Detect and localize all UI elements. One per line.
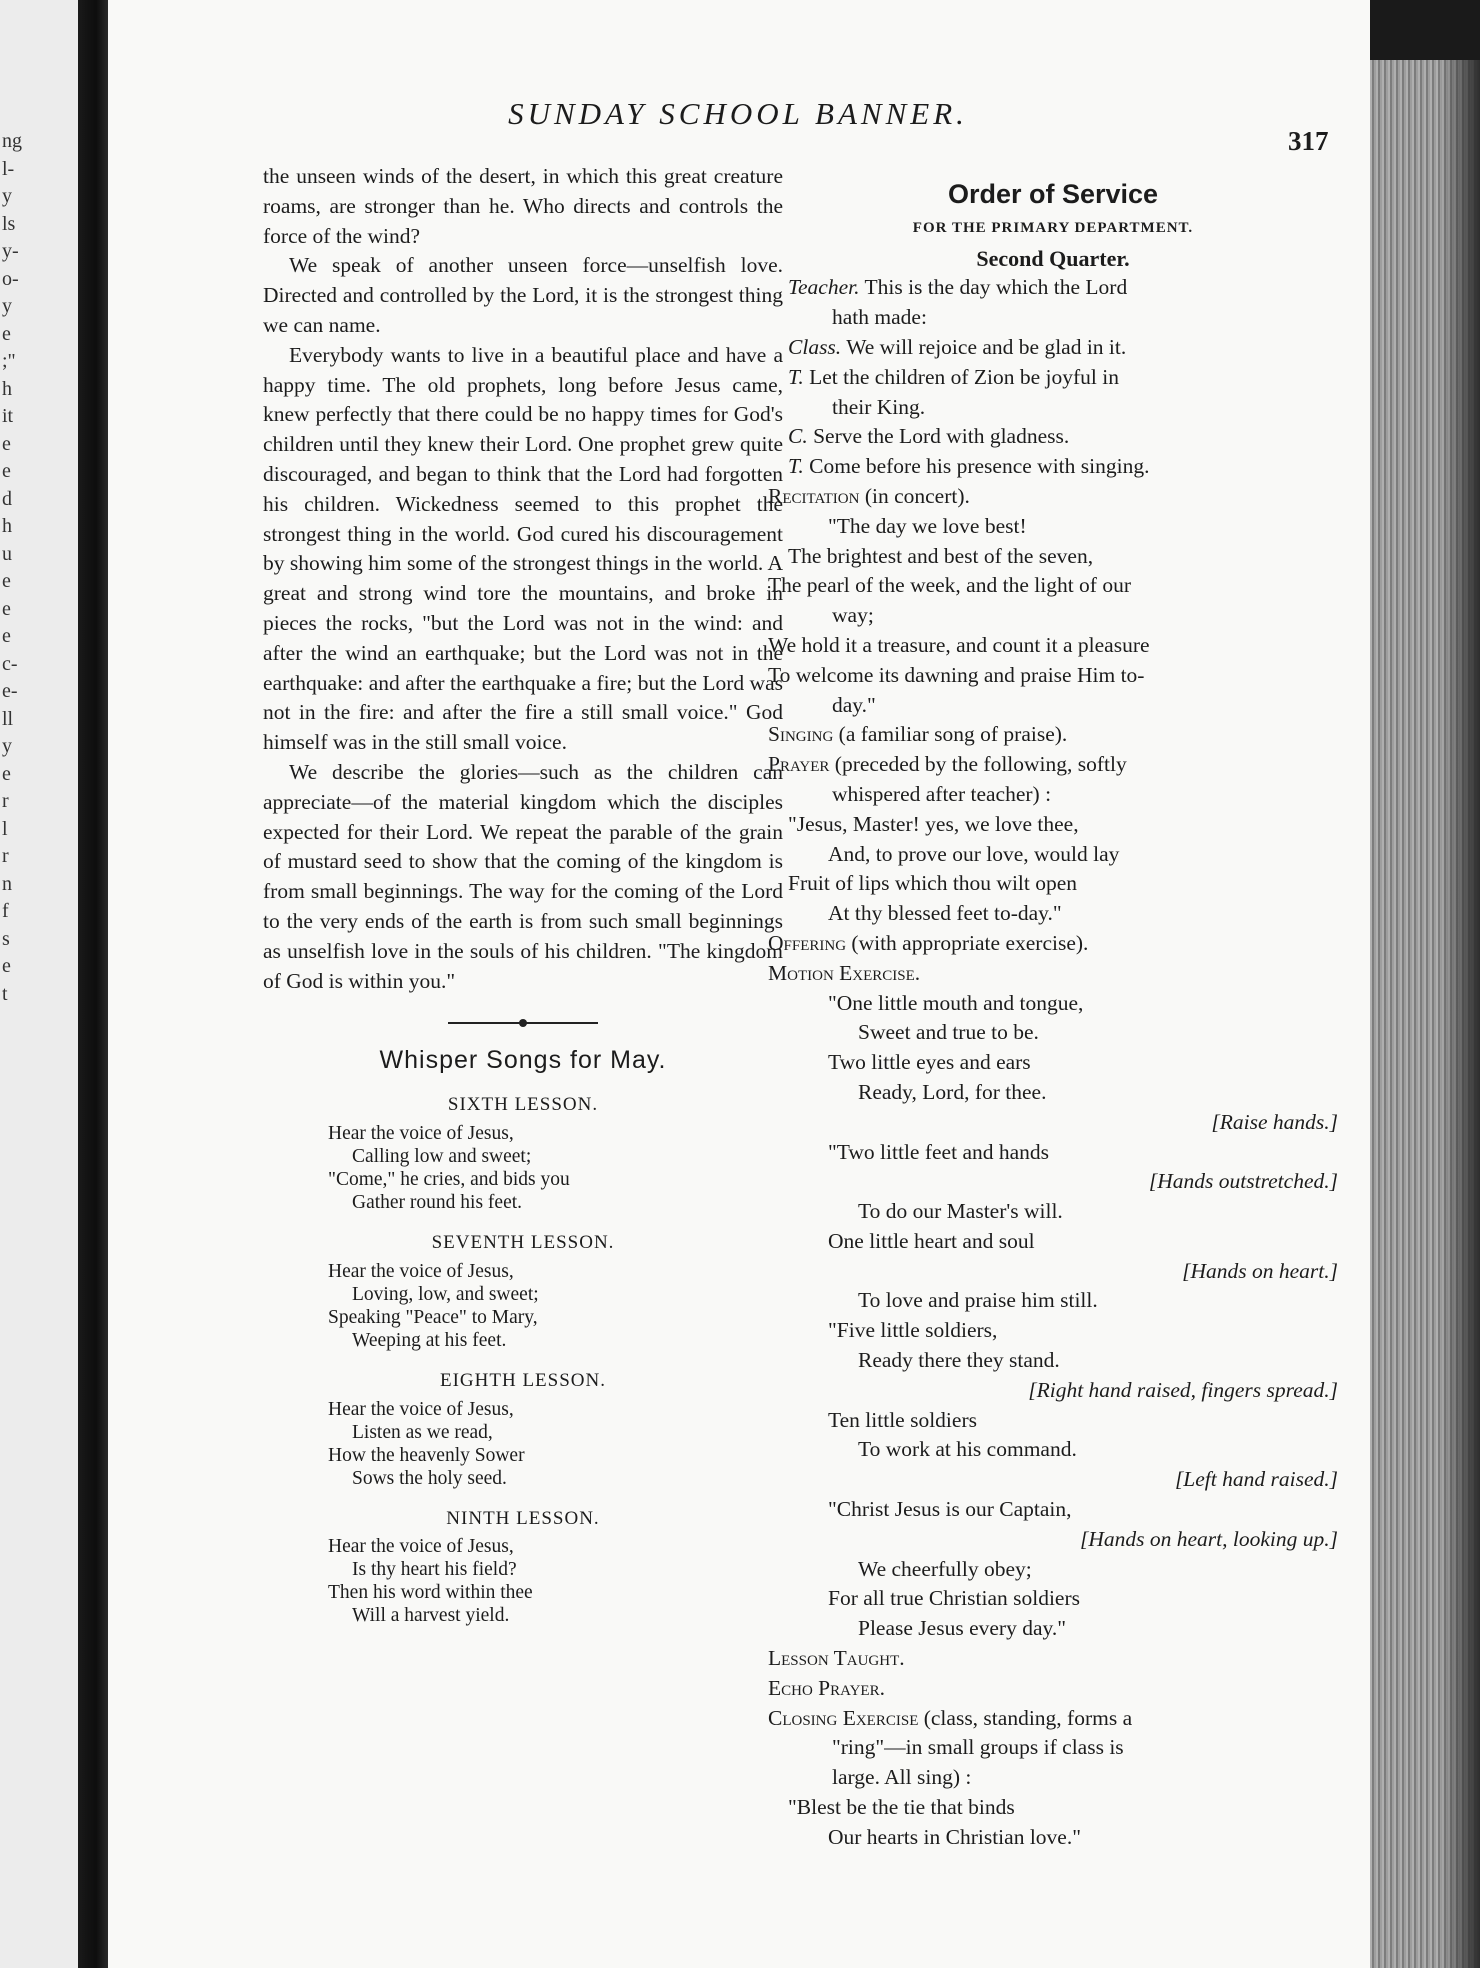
poem-line: Sows the holy seed. (352, 1467, 507, 1489)
page-number: 317 (1288, 126, 1329, 156)
facing-page-text-fragment: ng (2, 130, 22, 152)
responsive-text: This is the day which the Lord (864, 275, 1128, 300)
recitation-heading (768, 482, 1338, 512)
prayer-line: At thy blessed feet to-day." (828, 901, 1062, 926)
facing-page-text-fragment: it (2, 405, 14, 427)
poem-line: Calling low and sweet; (352, 1145, 532, 1167)
paragraph: We speak of another unseen force—unselfish love. Directed and controlled by the Lord, it is the strongest thing we can name. (263, 253, 783, 337)
facing-page-text-fragment: t (2, 982, 8, 1005)
whisper-songs-title: Whisper Songs for May. (379, 1046, 667, 1075)
responsive-line (768, 333, 1338, 363)
motion-line: "Two little feet and hands (828, 1139, 1050, 1164)
paragraph: Everybody wants to live in a beautiful place and have a happy time. The old prophets, long before Jesus came, knew perfectly that there could be no happy times for God's children until they knew their Lord. One prophet grew quite discouraged, and began to think that the Lord had forgotten his children. Wickedness seemed to this prophet the strongest thing in the world. God cured his discouragement by showing him some of the strongest things in the world. A great and strong wind tore the mountains, and broke in pieces the rocks, "but the Lord was not in the wind: and after the wind an earthquake; but the Lord was not in the earthquake: and after the earthquake a fire; but the Lord was not in the fire: and after the fire a still small voice." God himself was in the still small voice. (263, 342, 783, 755)
facing-page-text-fragment: r (2, 845, 9, 867)
left-column (263, 162, 783, 1627)
lesson-taught-heading: Lesson Taught. (768, 1646, 905, 1671)
speaker-label: Class. (788, 334, 842, 359)
poem-line: Listen as we read, (352, 1421, 493, 1443)
poem-line: Hear the voice of Jesus, (328, 1536, 514, 1558)
page (108, 0, 1370, 1968)
facing-page-text-fragment: y (2, 735, 12, 757)
section-note: "ring"—in small groups if class is (832, 1735, 1124, 1760)
facing-page-text-fragment: s (2, 927, 10, 950)
prayer-line: And, to prove our love, would lay (828, 841, 1120, 866)
poem-line: Weeping at his feet. (352, 1329, 507, 1351)
motion-line: Ready, Lord, for thee. (858, 1079, 1047, 1104)
recitation-line: The brightest and best of the seven, (788, 543, 1094, 568)
section-label: Closing Exercise (768, 1705, 919, 1730)
section-note: (a familiar song of praise). (838, 722, 1068, 747)
responsive-continuation: hath made: (832, 305, 927, 330)
motion-line: Please Jesus every day." (858, 1616, 1066, 1641)
speaker-label: Teacher. (788, 275, 860, 300)
recitation-line: day." (832, 692, 876, 717)
stage-direction: [Left hand raised.] (1174, 1467, 1338, 1492)
recitation-line: way; (832, 603, 874, 628)
motion-line: For all true Christian soldiers (828, 1586, 1080, 1611)
facing-page-text-fragment: y (2, 295, 12, 317)
stage-direction: [Hands on heart, looking up.] (1080, 1526, 1338, 1551)
closing-hymn-line: Our hearts in Christian love." (828, 1824, 1081, 1849)
poem-line: Hear the voice of Jesus, (328, 1122, 514, 1144)
responsive-line (768, 273, 1338, 303)
poem-line: Loving, low, and sweet; (352, 1283, 539, 1305)
responsive-text: Come before his presence with singing. (809, 454, 1150, 479)
lesson-poem (328, 1122, 783, 1214)
responsive-text: Serve the Lord with gladness. (813, 424, 1070, 449)
facing-page-text-fragment: ls (2, 212, 16, 235)
stage-direction: [Hands on heart.] (1182, 1258, 1338, 1283)
section-note: (with appropriate exercise). (851, 930, 1089, 955)
facing-page-text-fragment: n (2, 872, 12, 895)
right-column (768, 180, 1338, 1853)
motion-line: One little heart and soul (828, 1228, 1035, 1253)
facing-page-text-fragment: e (2, 460, 11, 482)
poem-line: Hear the voice of Jesus, (328, 1260, 514, 1282)
paragraph: We describe the glories—such as the children can appreciate—of the material kingdom which the disciples expected for their Lord. We repeat the parable of the grain of mustard seed to show that the coming of the kingdom is from small beginnings. The way for the coming of the Lord to the very ends of the earth is from such small beginnings as unselfish love in the souls of his children. "The kingdom of God is within you." (263, 759, 783, 993)
echo-prayer-heading: Echo Prayer. (768, 1675, 885, 1700)
responsive-line (768, 452, 1338, 482)
poem-line: Then his word within thee (328, 1582, 533, 1604)
section-note: large. All sing) : (832, 1765, 972, 1790)
section-label: Offering (768, 930, 847, 955)
recitation-line: "The day we love best! (828, 513, 1027, 538)
quarter-heading: Second Quarter. (976, 245, 1130, 271)
motion-line: "Christ Jesus is our Captain, (828, 1497, 1072, 1522)
facing-page-text-fragment: ll (2, 707, 14, 730)
motion-line: "Five little soldiers, (828, 1318, 998, 1343)
facing-page-edge (0, 0, 78, 1968)
prayer-line: "Jesus, Master! yes, we love thee, (788, 811, 1079, 836)
speaker-label: T. (788, 454, 804, 479)
lesson-heading: SIXTH LESSON. (447, 1094, 599, 1116)
facing-page-text-fragment: o- (2, 267, 19, 290)
running-head: SUNDAY SCHOOL BANNER. (508, 96, 968, 131)
facing-page-text-fragment: d (2, 487, 12, 510)
section-label: Recitation (768, 483, 860, 508)
closing-exercise-heading (768, 1704, 1338, 1734)
facing-page-text-fragment: e (2, 570, 11, 592)
lesson-poem (328, 1260, 783, 1352)
responsive-line (768, 422, 1338, 452)
facing-page-text-fragment: e (2, 432, 11, 455)
facing-page-text-fragment: y- (2, 240, 19, 262)
facing-page-text-fragment: e- (2, 680, 18, 702)
lesson-poem (328, 1398, 783, 1490)
facing-page-text-fragment: h (2, 515, 12, 537)
prayer-line: Fruit of lips which thou wilt open (788, 871, 1078, 896)
whisper-lessons (263, 1090, 783, 1627)
poem-line: Hear the voice of Jesus, (328, 1398, 514, 1420)
motion-line: Two little eyes and ears (828, 1050, 1031, 1075)
facing-page-text-fragment: l- (2, 157, 15, 180)
prayer-heading (768, 750, 1338, 780)
singing-heading (768, 720, 1338, 750)
motion-line: "One little mouth and tongue, (828, 990, 1084, 1015)
facing-page-text-fragment: ;" (2, 350, 16, 372)
facing-page-text-fragment: l (2, 817, 8, 840)
motion-exercise-heading: Motion Exercise. (768, 960, 921, 985)
section-note: whispered after teacher) : (832, 781, 1052, 806)
poem-line: "Come," he cries, and bids you (328, 1168, 570, 1190)
offering-heading (768, 929, 1338, 959)
lesson-poem (328, 1535, 783, 1627)
responsive-text: We will rejoice and be glad in it. (846, 334, 1127, 359)
poem-line: Gather round his feet. (352, 1191, 523, 1213)
motion-line: Sweet and true to be. (858, 1020, 1039, 1045)
poem-line: Will a harvest yield. (352, 1605, 510, 1627)
facing-page-text-fragment: h (2, 377, 12, 400)
responsive-continuation: their King. (832, 394, 926, 419)
recitation-line: The pearl of the week, and the light of our (768, 573, 1131, 598)
facing-page-text-fragment: e (2, 955, 11, 977)
department-subtitle: FOR THE PRIMARY DEPARTMENT. (912, 219, 1194, 236)
speaker-label: T. (788, 364, 804, 389)
section-label: Singing (768, 722, 834, 747)
stage-direction: [Hands outstretched.] (1148, 1169, 1338, 1194)
closing-hymn-line: "Blest be the tie that binds (788, 1795, 1015, 1820)
motion-line: To do our Master's will. (858, 1199, 1063, 1224)
stage-direction: [Raise hands.] (1211, 1109, 1338, 1134)
facing-page-text-fragment: e (2, 597, 11, 620)
motion-line: To work at his command. (858, 1437, 1077, 1462)
page-stack-edge (1370, 60, 1480, 1968)
responsive-text: Let the children of Zion be joyful in (809, 364, 1119, 389)
facing-page-text-fragment: u (2, 542, 12, 565)
motion-line: Ten little soldiers (828, 1407, 977, 1432)
facing-page-text-fragment: c- (2, 652, 18, 675)
lesson-heading: SEVENTH LESSON. (431, 1231, 615, 1253)
facing-page-text-fragment: e (2, 625, 11, 647)
order-of-service-title: Order of Service (947, 179, 1159, 209)
motion-line: To love and praise him still. (858, 1288, 1098, 1313)
recitation-line: We hold it a treasure, and count it a pleasure (768, 632, 1150, 657)
facing-page-text-fragment: f (2, 900, 9, 922)
book-gutter (78, 0, 108, 1968)
facing-page-text-fragment: e (2, 322, 11, 345)
section-label: Prayer (768, 752, 830, 777)
section-note: (class, standing, forms a (923, 1705, 1133, 1730)
motion-line: We cheerfully obey; (858, 1556, 1032, 1581)
recitation-line: To welcome its dawning and praise Him to- (768, 662, 1145, 687)
section-note: (in concert). (864, 483, 970, 508)
paragraph: the unseen winds of the desert, in which this great creature roams, are stronger than he. Who directs and controls the force of the wind? (263, 164, 783, 248)
speaker-label: C. (788, 424, 808, 449)
poem-line: Is thy heart his field? (352, 1559, 517, 1581)
facing-page-text-fragment: r (2, 790, 9, 812)
section-divider (448, 1022, 598, 1024)
facing-page-text-fragment: y (2, 185, 12, 207)
stage-direction: [Right hand raised, fingers spread.] (1028, 1377, 1338, 1402)
section-note: (preceded by the following, softly (834, 752, 1127, 777)
motion-line: Ready there they stand. (858, 1348, 1060, 1373)
lesson-heading: EIGHTH LESSON. (440, 1369, 606, 1391)
facing-page-text-fragment: e (2, 762, 11, 785)
poem-line: Speaking "Peace" to Mary, (328, 1306, 538, 1328)
poem-line: How the heavenly Sower (328, 1444, 525, 1466)
responsive-line (768, 363, 1338, 393)
lesson-heading: NINTH LESSON. (446, 1507, 600, 1529)
